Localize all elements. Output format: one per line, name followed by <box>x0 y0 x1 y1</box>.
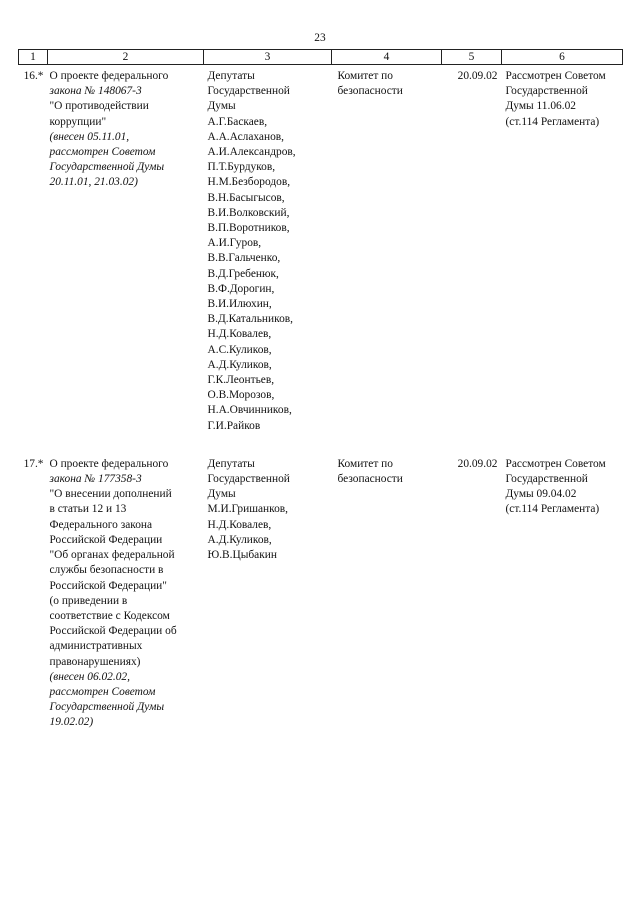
review-date: 20.09.02 <box>457 457 498 470</box>
bill-note-line: Государственной Думы <box>49 161 165 174</box>
author-line: Государственной <box>207 85 290 98</box>
bill-title-line: службы безопасности в <box>49 564 164 577</box>
author-line: А.И.Гуров, <box>207 237 262 250</box>
author-line: П.Т.Бурдуков, <box>207 161 276 174</box>
author-line: Думы <box>207 488 236 501</box>
bill-title-line: Федерального закона <box>49 518 153 531</box>
author-line: Г.К.Леонтьев, <box>207 374 275 387</box>
author-line: А.Г.Баскаев, <box>207 115 268 128</box>
column-number-6: 6 <box>502 50 623 65</box>
bill-title-line: Российской Федерации <box>49 533 163 546</box>
author-line: Государственной <box>207 473 290 486</box>
bill-authors <box>204 456 332 731</box>
status-line: Думы 09.04.02 <box>505 488 577 501</box>
bill-title-line: (о приведении в <box>49 594 128 607</box>
author-line: Депутаты <box>207 70 255 82</box>
committee-line: безопасности <box>337 85 403 98</box>
bill-note-line: (внесен 06.02.02, <box>49 670 130 683</box>
bill-title-line: закона № 148067-3 <box>49 85 142 98</box>
author-line: А.Д.Куликов, <box>207 533 272 546</box>
author-line: А.И.Александров, <box>207 146 296 159</box>
author-line: М.И.Гришанков, <box>207 503 289 516</box>
bill-title-line: Российской Федерации об <box>49 625 177 638</box>
page-number: 23 <box>314 32 326 44</box>
author-line: А.А.Аслаханов, <box>207 130 285 143</box>
responsible-committee <box>332 65 442 456</box>
author-line: А.С.Куликов, <box>207 343 272 356</box>
bill-note-line: (внесен 05.11.01, <box>49 130 130 143</box>
author-line: Думы <box>207 100 236 113</box>
committee-line: Комитет по <box>337 70 393 82</box>
author-line: О.В.Морозов, <box>207 389 275 402</box>
status-line: (ст.114 Регламента) <box>505 115 600 128</box>
author-line: А.Д.Куликов, <box>207 358 272 371</box>
author-line: Н.М.Безбородов, <box>207 176 291 189</box>
author-line: В.Д.Гребенюк, <box>207 267 279 280</box>
column-number-row <box>19 50 623 65</box>
author-line: Н.Д.Ковалев, <box>207 518 272 531</box>
bill-title-line: Российской Федерации" <box>49 579 167 592</box>
bill-title-line: коррупции" <box>49 115 107 128</box>
author-line: В.Ф.Дорогин, <box>207 282 275 295</box>
column-number-3: 3 <box>204 50 332 65</box>
status-line: Рассмотрен Советом <box>505 457 606 470</box>
bill-title-line: О проекте федерального <box>49 70 169 82</box>
bill-note-line: 20.11.01, 21.03.02) <box>49 176 138 189</box>
status-line: Рассмотрен Советом <box>505 70 606 82</box>
table-row <box>19 456 623 731</box>
row-number: 16.* <box>23 70 44 82</box>
bill-description <box>48 65 204 456</box>
column-number-5: 5 <box>442 50 502 65</box>
bill-title-line: "О противодействии <box>49 100 149 113</box>
bill-note-line: рассмотрен Советом <box>49 685 156 698</box>
author-line: В.Д.Катальников, <box>207 313 293 326</box>
column-number-1: 1 <box>19 50 48 65</box>
bill-title-line: правонарушениях) <box>49 655 141 668</box>
author-line: В.Н.Басыгысов, <box>207 191 285 204</box>
status-line: Государственной <box>505 85 588 98</box>
author-line: Н.Д.Ковалев, <box>207 328 272 341</box>
bill-title-line: административных <box>49 640 143 653</box>
bill-title-line: О проекте федерального <box>49 457 169 470</box>
responsible-committee <box>332 456 442 731</box>
status-line: (ст.114 Регламента) <box>505 503 600 516</box>
bill-title-line: в статьи 12 и 13 <box>49 503 127 516</box>
author-line: Депутаты <box>207 457 255 470</box>
bill-title-line: "Об органах федеральной <box>49 549 175 562</box>
bill-title-line: закона № 177358-3 <box>49 473 142 486</box>
bill-status <box>502 65 623 456</box>
author-line: Н.А.Овчинников, <box>207 404 292 417</box>
bill-title-line: "О внесении дополнений <box>49 488 172 501</box>
bill-status <box>502 456 623 731</box>
author-line: В.В.Гальченко, <box>207 252 281 265</box>
author-line: В.П.Воротников, <box>207 222 290 235</box>
committee-line: безопасности <box>337 473 403 486</box>
status-line: Думы 11.06.02 <box>505 100 576 113</box>
status-line: Государственной <box>505 473 588 486</box>
author-line: В.И.Илюхин, <box>207 298 272 311</box>
committee-line: Комитет по <box>337 457 393 470</box>
column-number-2: 2 <box>48 50 204 65</box>
bill-note-line: рассмотрен Советом <box>49 146 156 159</box>
bill-authors <box>204 65 332 456</box>
bill-description <box>48 456 204 731</box>
bill-note-line: Государственной Думы <box>49 701 165 714</box>
author-line: Ю.В.Цыбакин <box>207 549 277 562</box>
row-number: 17.* <box>23 457 44 470</box>
author-line: Г.И.Райков <box>207 419 261 432</box>
column-number-4: 4 <box>332 50 442 65</box>
review-date: 20.09.02 <box>457 70 498 82</box>
author-line: В.И.Волковский, <box>207 206 290 219</box>
table-row <box>19 65 623 456</box>
bill-title-line: соответствие с Кодексом <box>49 609 170 622</box>
bills-table <box>18 49 623 731</box>
bill-note-line: 19.02.02) <box>49 716 94 729</box>
